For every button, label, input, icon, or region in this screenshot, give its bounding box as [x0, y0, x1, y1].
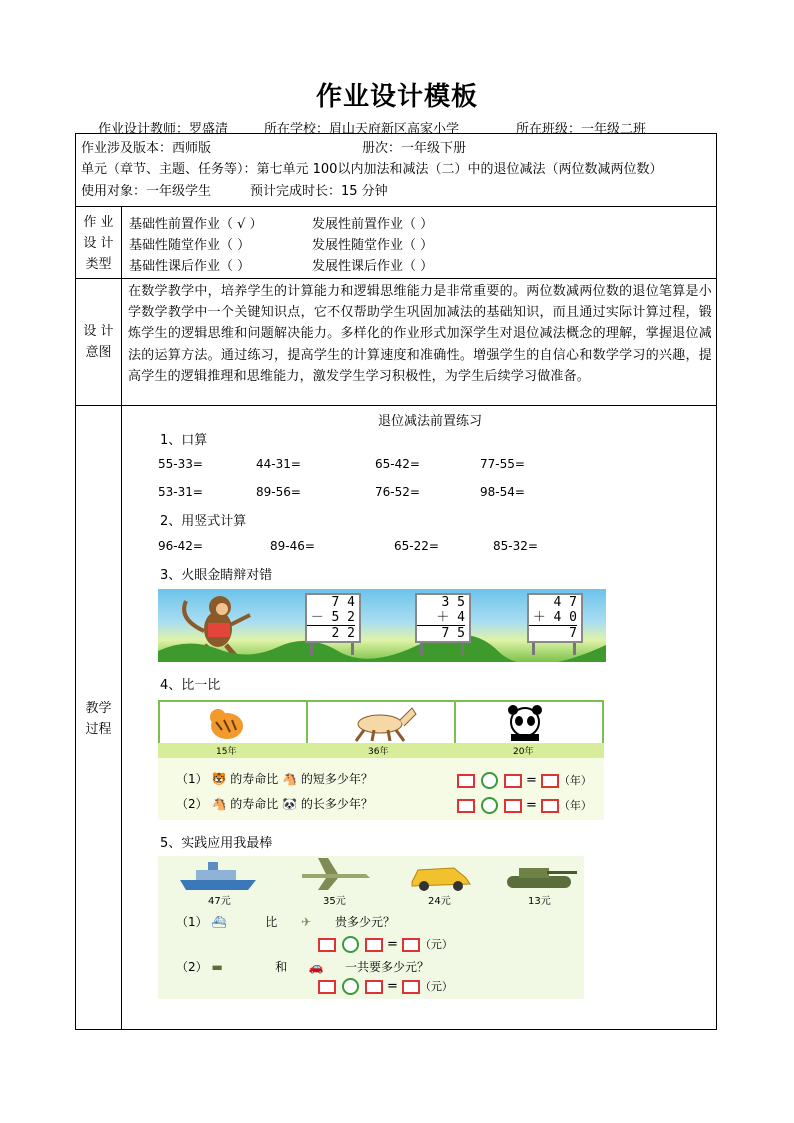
car-icon: 🚗	[308, 960, 324, 974]
horse-icon	[346, 704, 420, 742]
tank-icon	[503, 860, 581, 892]
type-section-label: 作 业 设 计 类型	[83, 215, 114, 272]
compare-question-1: （1） 🐯 的寿命比 🐴 的短多少年？	[176, 772, 373, 786]
teacher-label: 作业设计教师：罗盛清	[98, 122, 229, 137]
type-option: 基础性随堂作业（ ）	[129, 238, 251, 253]
car-icon	[408, 860, 474, 892]
answer-board: 4 7 ＋ 4 0 7	[527, 593, 583, 643]
process-section-label: 教学 过程	[85, 701, 112, 737]
answer-board: 3 5 ＋ 4 7 5	[415, 593, 471, 643]
panda-icon: 🐼	[282, 797, 298, 811]
shopping-question-1: （1） ⛴ 比 ✈ 贵多少元？	[176, 915, 395, 929]
answer-slots-3[interactable]: = （元）	[318, 936, 453, 953]
plane-icon	[298, 856, 370, 892]
question-title: 4、比一比	[160, 678, 221, 693]
answer-slots-1[interactable]: = （年）	[457, 772, 592, 789]
tiger-icon	[202, 704, 252, 742]
shopping-illustration	[158, 856, 584, 999]
oral-item: 53-31=	[158, 485, 203, 499]
intent-paragraph: 在数学教学中，培养学生的计算能力和逻辑思维能力是非常重要的。两位数减两位数的退位笔算是小学数学教学中一个关键知识点，它不仅帮助学生巩固加减法的基础知识，而且通过实际计算过程，锻炼学生的逻辑思维和问题解决能力。多样化的作业形式加深学生对退位减法概念的理解，掌握退位减法的运算方法。通过练习，提高学生的计算速度和准确性。增强学生的自信心和数学学习的兴趣，提高学生的逻辑推理和思维能力，激发学生学习积极性，为学生后续学习做准备。	[128, 284, 712, 384]
oral-item: 76-52=	[375, 485, 420, 499]
question-title: 1、口算	[160, 433, 208, 448]
panda-years: 20年	[513, 747, 534, 757]
horse-icon: 🐴	[211, 797, 227, 811]
vertical-calc-item: 89-46=	[270, 539, 315, 553]
answer-board: 7 4 － 5 2 2 2	[305, 593, 361, 643]
answer-slots-4[interactable]: = （元）	[318, 978, 453, 995]
oral-item: 98-54=	[480, 485, 525, 499]
compare-illustration	[158, 700, 604, 820]
question-title: 3、火眼金睛辩对错	[160, 568, 273, 583]
horse-years: 36年	[368, 747, 389, 757]
type-option: 发展性前置作业（ ）	[312, 217, 434, 232]
oral-item: 89-56=	[256, 485, 301, 499]
type-option: 基础性前置作业（ √ ）	[129, 217, 263, 232]
type-option: 发展性随堂作业（ ）	[312, 238, 434, 253]
version-label: 作业涉及版本：西师版	[81, 141, 212, 156]
vertical-calc-item: 96-42=	[158, 539, 203, 553]
oral-item: 44-31=	[256, 457, 301, 471]
divider	[75, 278, 717, 279]
page-title: 作业设计模板	[315, 82, 478, 112]
column-divider	[121, 206, 122, 1030]
audience-label: 使用对象：一年级学生	[81, 184, 212, 199]
ship-price: 47元	[208, 896, 231, 907]
exercise-heading: 退位减法前置练习	[378, 414, 483, 429]
vertical-calc-item: 85-32=	[493, 539, 538, 553]
error-check-illustration	[158, 589, 606, 662]
plane-price: 35元	[323, 896, 346, 907]
divider	[75, 206, 717, 207]
ship-icon	[178, 860, 258, 892]
type-option: 发展性课后作业（ ）	[312, 259, 434, 274]
question-title: 5、实践应用我最棒	[160, 836, 273, 851]
panda-icon	[503, 704, 547, 742]
vertical-calc-item: 65-22=	[394, 539, 439, 553]
divider	[75, 405, 717, 406]
ship-icon: ⛴	[211, 915, 227, 929]
tiger-icon: 🐯	[211, 772, 227, 786]
tank-icon: ▬	[211, 960, 223, 974]
oral-item: 65-42=	[375, 457, 420, 471]
volume-label: 册次：一年级下册	[362, 141, 467, 156]
plane-icon: ✈	[301, 915, 312, 929]
type-option: 基础性课后作业（ ）	[129, 259, 251, 274]
car-price: 24元	[428, 896, 451, 907]
tiger-years: 15年	[216, 747, 237, 757]
unit-label: 单元（章节、主题、任务等）：第七单元 100以内加法和减法（二）中的退位减法（两位数减两位数）	[81, 162, 663, 177]
answer-slots-2[interactable]: = （年）	[457, 797, 592, 814]
question-title: 2、用竖式计算	[160, 514, 247, 529]
tank-price: 13元	[528, 896, 551, 907]
intent-section-label: 设 计 意图	[83, 324, 114, 360]
shopping-question-2: （2） ▬ 和 🚗 一共要多少元？	[176, 960, 429, 974]
class-label: 所在班级：一年级二班	[516, 122, 647, 137]
compare-question-2: （2） 🐴 的寿命比 🐼 的长多少年？	[176, 797, 373, 811]
school-label: 所在学校：眉山天府新区高家小学	[264, 122, 460, 137]
horse-icon: 🐴	[282, 772, 298, 786]
oral-item: 55-33=	[158, 457, 203, 471]
oral-item: 77-55=	[480, 457, 525, 471]
duration-label: 预计完成时长：15 分钟	[250, 184, 388, 199]
